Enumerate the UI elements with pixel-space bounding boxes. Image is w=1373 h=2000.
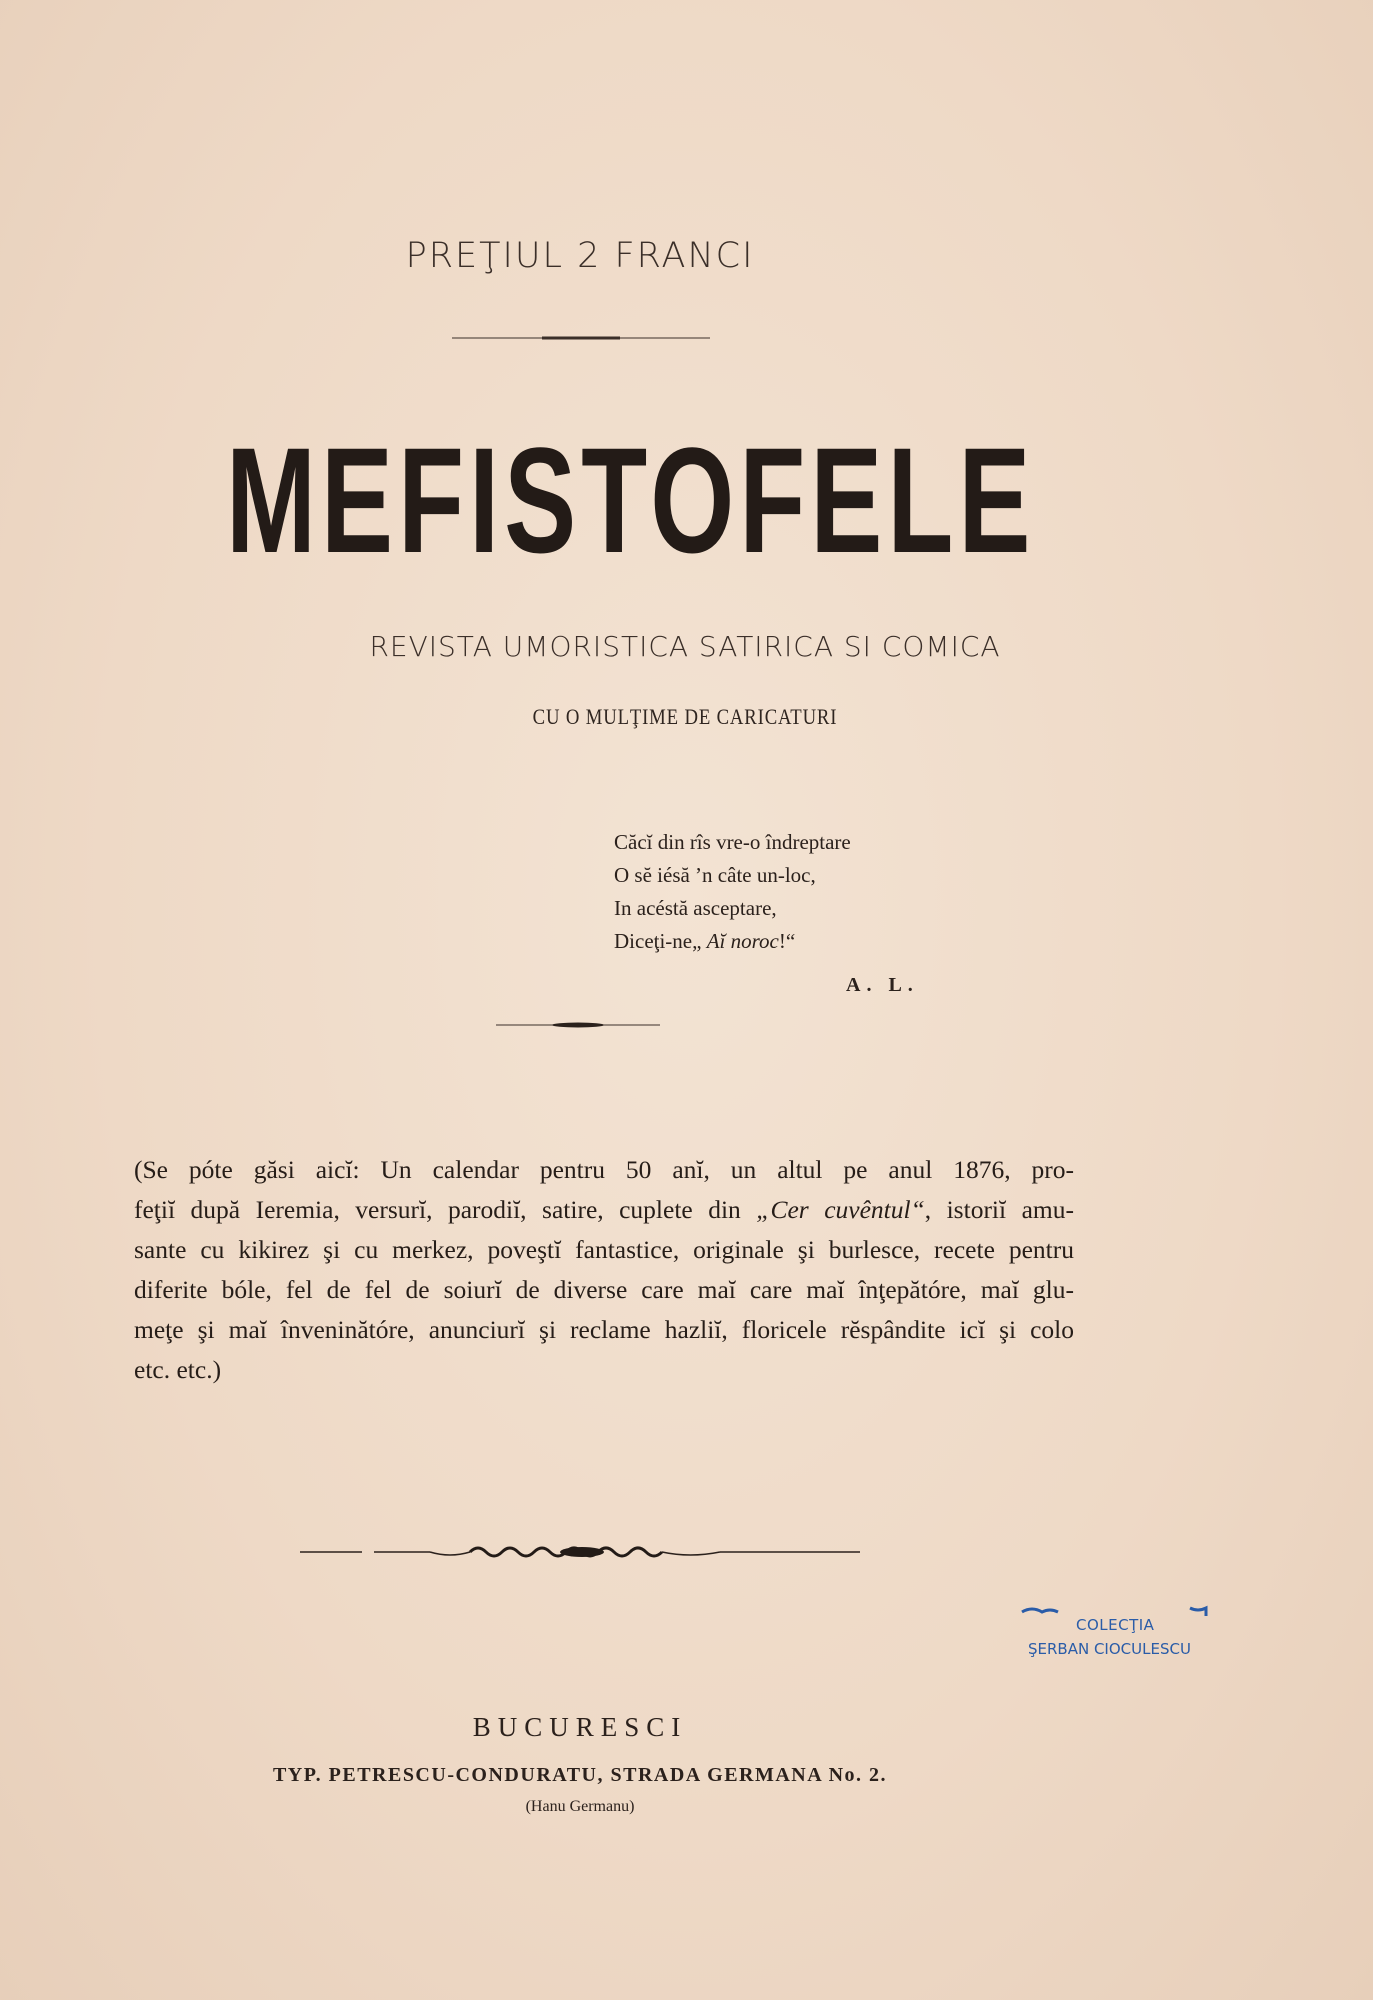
- verse-line: O sĕ iésă ’n câte un-loc,: [614, 863, 816, 887]
- contents-description: [134, 1150, 1074, 1390]
- verse-line: Căcĭ din rîs vre-o îndreptare: [614, 830, 851, 854]
- body-line-start: feţiĭ după Ieremia, versurĭ, parodiĭ, satire, cuplete din: [134, 1195, 757, 1224]
- imprint-place: BUCURESCI: [472, 1712, 688, 1742]
- subtitle-caricatures: CU O MULŢIME DE CARICATURI: [532, 704, 838, 729]
- price-line: PREŢIUL 2 FRANCI: [405, 236, 755, 276]
- verse-italic: Aĭ noroc: [706, 929, 779, 953]
- imprint-note: (Hanu Germanu): [525, 1798, 635, 1815]
- ornamental-divider: [300, 1540, 860, 1564]
- stamp-line-1: COLECŢIA: [1076, 1616, 1155, 1634]
- magazine-title: MEFISTOFELE: [226, 416, 1036, 584]
- subtitle: REVISTA UMORISTICA SATIRICA SI COMICA: [369, 630, 1001, 663]
- collection-stamp: [1010, 1598, 1230, 1658]
- body-line: [134, 1190, 1074, 1230]
- decorative-rule-top: [452, 336, 710, 340]
- epigraph-verse: [614, 826, 954, 958]
- decorative-rule-middle: [496, 1022, 660, 1028]
- epigraph-author: A. L.: [846, 974, 919, 996]
- body-line-end: , istoriĭ amu-: [924, 1195, 1074, 1224]
- body-line: sante cu kikirez şi cu merkez, poveştĭ fantastice, originale şi burlesce, recete pentru: [134, 1235, 1074, 1264]
- verse-line-end: !“: [778, 929, 796, 953]
- body-line: etc. etc.): [134, 1355, 222, 1384]
- body-line: (Se póte găsi aicĭ: Un calendar pentru 50 anĭ, un altul pe anul 1876, pro-: [134, 1155, 1074, 1184]
- imprint-printer: TYP. PETRESCU-CONDURATU, STRADA GERMANA No. 2.: [272, 1764, 888, 1786]
- verse-line-last: [614, 925, 954, 958]
- body-italic-phrase: „Cer cuvêntul“: [756, 1195, 925, 1224]
- body-line: diferite bóle, fel de fel de soiurĭ de diverse care maĭ care maĭ înţepătóre, maĭ glu-: [134, 1275, 1074, 1304]
- body-line: meţe şi maĭ înveninătóre, anunciurĭ şi reclame hazliĭ, floricele rĕspândite icĭ şi colo: [134, 1315, 1074, 1344]
- verse-line: In acéstă asceptare,: [614, 896, 777, 920]
- stamp-line-2: ŞERBAN CIOCULESCU: [1028, 1640, 1191, 1658]
- verse-line-start: Diceţi-ne„: [614, 929, 707, 953]
